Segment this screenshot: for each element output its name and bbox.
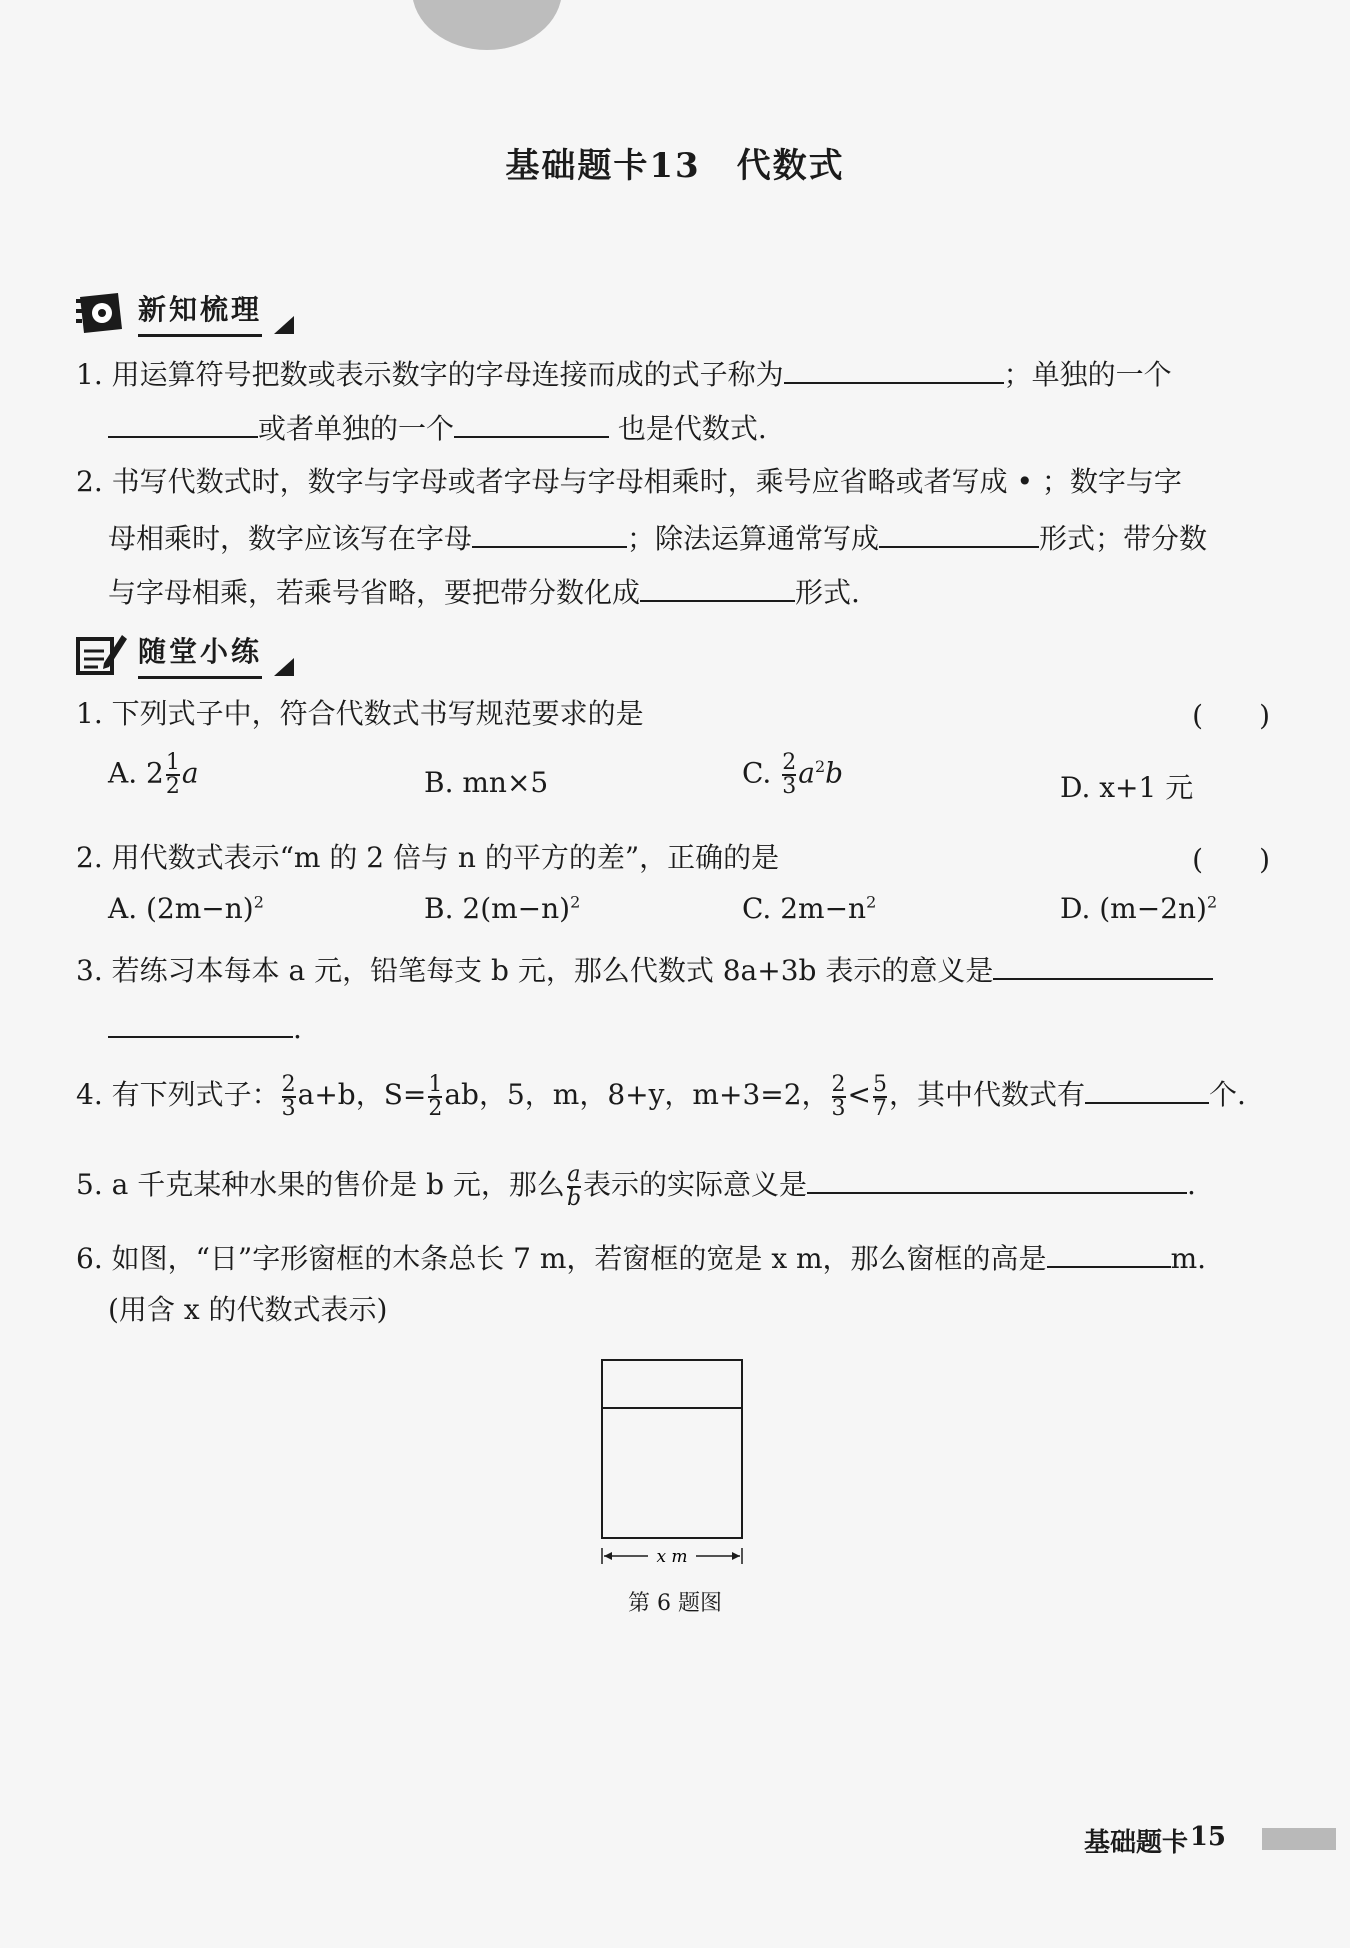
notepad-pencil-icon	[74, 631, 128, 677]
notebook-disc-icon	[74, 289, 128, 335]
numerator: a	[567, 1161, 581, 1187]
answer-blank[interactable]	[993, 948, 1213, 980]
period: .	[1187, 1168, 1196, 1201]
answer-blank[interactable]	[454, 406, 609, 438]
kp2-line1: 2. 书写代数式时，数字与字母或者字母与字母相乘时，乘号应省略或者写成 • ；数字与字	[76, 465, 1182, 498]
kp2-text-e: 形式.	[795, 576, 860, 609]
answer-blank[interactable]	[640, 570, 795, 602]
q1-stem: 1. 下列式子中，符合代数式书写规范要求的是	[76, 697, 644, 730]
numerator: 2	[281, 1071, 296, 1097]
q4-text: 4. 有下列式子：	[76, 1078, 280, 1111]
denominator: b	[566, 1185, 582, 1211]
page-number: 15	[1189, 1822, 1226, 1852]
denominator: 3	[281, 1095, 296, 1121]
q5-text: 表示的实际意义是	[583, 1168, 808, 1201]
answer-blank[interactable]	[472, 516, 627, 548]
q2-answer-paren[interactable]: ( )	[1192, 843, 1270, 876]
variable: a	[798, 756, 815, 790]
q6-text: m.	[1170, 1242, 1207, 1275]
scan-artifact	[412, 0, 562, 50]
q3-text: 3. 若练习本每本 a 元，铅笔每支 b 元，那么代数式 8a+3b 表示的意义是	[76, 954, 994, 987]
answer-blank[interactable]	[1085, 1072, 1209, 1104]
numerator: 1	[165, 750, 180, 775]
kp2-text-a: 母相乘时，数字应该写在字母	[108, 522, 473, 555]
denominator: 7	[873, 1095, 888, 1121]
fraction	[281, 1071, 296, 1121]
option-text: D. (m−2n)	[1060, 892, 1207, 925]
option-text: A. 2	[108, 756, 164, 790]
q2-option-c[interactable]	[742, 892, 876, 925]
fraction	[428, 1071, 443, 1121]
q6-line2: (用含 x 的代数式表示)	[108, 1293, 388, 1326]
section-label: 新知梳理	[138, 288, 262, 337]
answer-blank[interactable]	[108, 1006, 293, 1038]
fraction	[873, 1071, 888, 1121]
window-frame-figure	[596, 1354, 756, 1574]
kp2-text-d: 与字母相乘，若乘号省略，要把带分数化成	[108, 576, 641, 609]
denominator: 2	[165, 774, 180, 799]
q5-text: 5. a 千克某种水果的售价是 b 元，那么	[76, 1168, 565, 1201]
q1-option-c[interactable]: C. $\frac{2}{3}$ $a^2b$	[742, 750, 844, 799]
fraction	[166, 752, 180, 798]
footer-tab-bar	[1262, 1828, 1336, 1850]
q1-option-b[interactable]: B. mn×5	[424, 766, 549, 799]
window-outline	[602, 1360, 742, 1538]
exponent: 2	[570, 892, 581, 912]
numerator: 2	[782, 750, 797, 775]
page-title: 基础题卡13 代数式	[505, 146, 845, 186]
fraction	[782, 752, 796, 798]
kp1-text-d: 也是代数式.	[617, 412, 767, 445]
kp2-text-b: ；除法运算通常写成	[627, 522, 880, 555]
denominator: 2	[428, 1095, 443, 1121]
answer-blank[interactable]	[784, 352, 1004, 384]
footer-label: 基础题卡	[1083, 1828, 1188, 1858]
q4-text: ，其中代数式有	[889, 1078, 1086, 1111]
numerator: 5	[873, 1071, 888, 1097]
fraction	[566, 1161, 582, 1211]
kp2-line2	[108, 516, 1207, 559]
section-header-knowledge	[74, 286, 294, 338]
kp1-text: 1. 用运算符号把数或表示数字的字母连接而成的式子称为	[76, 358, 784, 391]
q4-text: 个.	[1209, 1078, 1246, 1111]
kp2-text-c: 形式；带分数	[1039, 522, 1208, 555]
numerator: 2	[831, 1071, 846, 1097]
kp1-line2	[108, 406, 767, 449]
option-text: B. 2(m−n)	[424, 892, 571, 925]
denominator: 3	[782, 774, 797, 799]
q2-option-b[interactable]	[424, 892, 580, 925]
answer-blank[interactable]	[879, 516, 1039, 548]
q4-line	[76, 1072, 1246, 1120]
variable: a	[181, 756, 199, 790]
fraction	[831, 1071, 846, 1121]
section-header-practice	[74, 628, 294, 680]
q3-line2	[108, 1006, 302, 1049]
exponent: 2	[866, 892, 877, 912]
width-label: x m	[656, 1547, 688, 1567]
q2-stem: 2. 用代数式表示“m 的 2 倍与 n 的平方的差”，正确的是	[76, 841, 780, 874]
q6-text: 6. 如图，“日”字形窗框的木条总长 7 m，若窗框的宽是 x m，那么窗框的高是	[76, 1242, 1047, 1275]
exponent: 2	[253, 892, 264, 912]
q4-text: ab，5，m，8+y，m+3=2，	[444, 1078, 830, 1111]
section-label: 随堂小练	[138, 630, 262, 679]
period: .	[293, 1012, 302, 1045]
kp1-line1	[76, 352, 1172, 395]
kp1-text-c: 或者单独的一个	[258, 412, 455, 445]
kp2-line3	[108, 570, 860, 613]
figure-caption: 第 6 题图	[628, 1591, 722, 1616]
q2-option-d[interactable]	[1060, 892, 1217, 925]
corner-triangle	[274, 658, 294, 676]
q4-text: a+b，S=	[297, 1078, 427, 1111]
option-text: A. (2m−n)	[108, 892, 254, 925]
corner-triangle	[274, 316, 294, 334]
kp1-text-b: ；单独的一个	[1003, 358, 1172, 391]
answer-blank[interactable]	[108, 406, 258, 438]
answer-blank[interactable]	[1047, 1236, 1171, 1268]
answer-blank[interactable]	[807, 1162, 1187, 1194]
q6-line1	[76, 1236, 1206, 1279]
q1-answer-paren[interactable]: ( )	[1192, 699, 1270, 732]
q5-line	[76, 1162, 1196, 1210]
q1-option-d[interactable]: D. x+1 元	[1060, 771, 1194, 804]
q1-option-a[interactable]	[108, 752, 199, 798]
q3-line1	[76, 948, 1213, 991]
option-text: C.	[742, 756, 772, 790]
denominator: 3	[831, 1095, 846, 1121]
numerator: 1	[428, 1071, 443, 1097]
exponent: 2	[1206, 892, 1218, 912]
less-than: <	[847, 1078, 872, 1111]
q2-option-a[interactable]	[108, 892, 264, 925]
option-text: C. 2m−n	[742, 892, 867, 925]
